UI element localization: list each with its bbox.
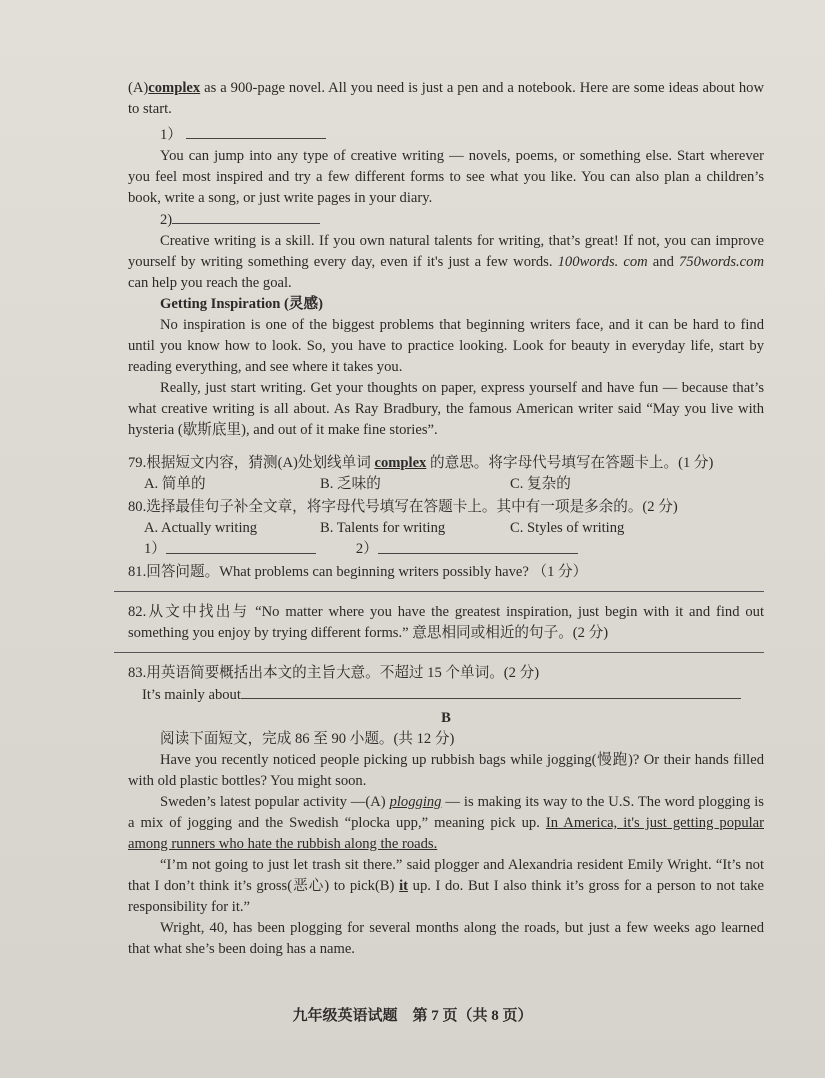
- answer-line-82[interactable]: [114, 652, 764, 653]
- passage-a-para3: No inspiration is one of the biggest problems that beginning writers face, and it can be hard to find until you know how to look. So, you have to practice looking. Look for beauty in everyday life, start by reading everything, and see where it takes you.: [128, 317, 764, 375]
- underlined-sentence: In America, it's just getting popular among runners who hate the rubbish along the roads.: [128, 815, 765, 852]
- question-82: 82.从文中找出与 “No matter where you have the greatest inspiration, just begin with it and find out something you enjoy by trying different forms.” 意思相同或相近的句子。(2 分): [128, 604, 764, 641]
- passage-a-para2: Creative writing is a skill. If you own natural talents for writing, that’s great! If not, you can improve yourself by writing something every day, even if it's just a few words. 100words. com and 750words.com can help you reach the goal.: [128, 233, 764, 291]
- passage-b-para1: Have you recently noticed people picking up rubbish bags while jogging(慢跑)? Or their hands filled with old plastic bottles? You might soon.: [128, 752, 764, 789]
- section-heading: Getting Inspiration (灵感): [160, 296, 323, 312]
- question-80-options: [128, 518, 764, 539]
- passage-b-para4: Wright, 40, has been plogging for several months along the roads, but just a few weeks ago learned that what she’s been doing has a name.: [128, 920, 764, 957]
- answer-blank-2[interactable]: [378, 539, 578, 554]
- option-b[interactable]: B. Talents for writing: [320, 520, 446, 536]
- passage-b-para2: Sweden’s latest popular activity —(A) plogging — is making its way to the U.S. The word plogging is a mix of jogging and the Swedish “plocka upp,” meaning pick up. In America, it's just getting popular among runners who hate the rubbish along the roads.: [128, 794, 765, 852]
- passage-b-title: B: [441, 710, 451, 726]
- option-a[interactable]: A. 简单的: [144, 476, 206, 492]
- underlined-word-complex: complex: [148, 80, 201, 96]
- underlined-word-it: it: [399, 878, 408, 894]
- question-83-answer-row: It’s mainly about: [128, 684, 764, 706]
- passage-b-instruction: 阅读下面短文，完成 86 至 90 小题。(共 12 分): [160, 731, 455, 747]
- option-a[interactable]: A. Actually writing: [144, 520, 258, 536]
- blank-2-row: 2): [128, 209, 764, 231]
- page-footer: 九年级英语试题 第 7 页（共 8 页）: [292, 1008, 533, 1024]
- option-b[interactable]: B. 乏味的: [320, 476, 381, 492]
- passage-b-para3: “I’m not going to just let trash sit there.” said plogger and Alexandria resident Emily Wright. “It’s not that I don’t think it’s gross(恶心) to pick(B) it up. I do. But I also think it’s gross for a person to not take responsibility for it.”: [128, 857, 764, 915]
- passage-a-para1: You can jump into any type of creative writing — novels, poems, or something else. Start wherever you feel most inspired and try a few different forms to see what you like. You can also plan a children’s book, write a song, or just write pages in your diary.: [128, 148, 764, 206]
- option-c[interactable]: C. Styles of writing: [510, 520, 625, 536]
- option-c[interactable]: C. 复杂的: [510, 476, 571, 492]
- underlined-word-plogging: plogging: [389, 794, 442, 810]
- question-81: 81.回答问题。What problems can beginning writers possibly have? （1 分）: [128, 564, 588, 580]
- answer-blank-1[interactable]: [166, 539, 316, 554]
- blank-1-line[interactable]: [186, 124, 326, 139]
- blank-1-row: 1）: [128, 124, 764, 146]
- page-content: [128, 78, 764, 960]
- question-79: 79.根据短文内容，猜测(A)处划线单词 complex 的意思。将字母代号填写在答题卡上。(1 分): [128, 455, 714, 471]
- answer-line-81[interactable]: [114, 591, 764, 592]
- question-79-options: [128, 474, 764, 495]
- question-80: 80.选择最佳句子补全文章，将字母代号填写在答题卡上。其中有一项是多余的。(2 分): [128, 499, 678, 515]
- passage-a-intro: (A)complex as a 900-page novel. All you need is just a pen and a notebook. Here are some ideas about how to start.: [128, 80, 764, 117]
- question-80-blanks: 1） 2）: [128, 539, 764, 560]
- question-83: 83.用英语简要概括出本文的主旨大意。不超过 15 个单词。(2 分): [128, 665, 540, 681]
- blank-2-line[interactable]: [172, 209, 320, 224]
- answer-line-83[interactable]: [241, 684, 741, 699]
- passage-a-para4: Really, just start writing. Get your thoughts on paper, express yourself and have fun — because that’s what creative writing is all about. As Ray Bradbury, the famous American writer said “May you live with hysteria (歇斯底里), and out of it make fine stories”.: [128, 380, 764, 438]
